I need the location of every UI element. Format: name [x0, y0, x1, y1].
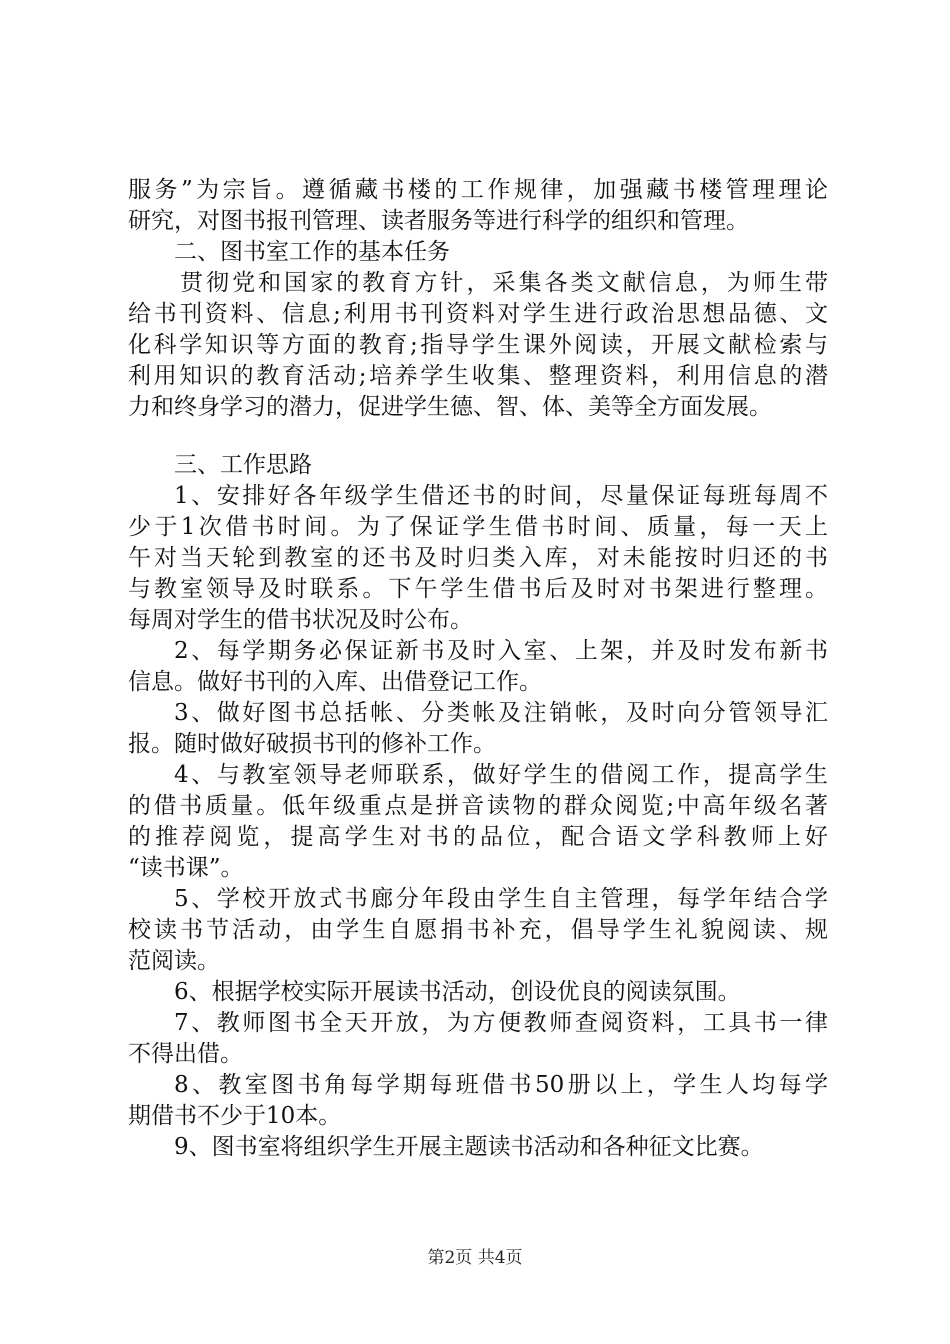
text-line: 5、学校开放式书廊分年段由学生自主管理，每学年结合学 — [174, 886, 828, 912]
paragraph-basic-tasks — [128, 268, 828, 423]
list-item-1 — [128, 481, 828, 636]
list-item-5 — [128, 884, 828, 977]
list-item-2 — [128, 636, 828, 698]
text-line: 报。随时做好破损书刊的修补工作。 — [128, 731, 496, 757]
text-line: 校读书节活动，由学生自愿捐书补充，倡导学生礼貌阅读、规 — [128, 917, 828, 943]
text-line: 8、教室图书角每学期每班借书50册以上，学生人均每学 — [174, 1072, 828, 1098]
section-heading: 二、图书室工作的基本任务 — [174, 239, 450, 265]
text-line: 6、根据学校实际开展读书活动，创设优良的阅读氛围。 — [174, 979, 741, 1005]
text-line: 与教室领导及时联系。下午学生借书后及时对书架进行整理。 — [128, 576, 828, 602]
list-item-4 — [128, 760, 828, 884]
section-heading-work-ideas — [128, 450, 828, 481]
text-line: 3、做好图书总括帐、分类帐及注销帐，及时向分管领导汇 — [174, 700, 828, 726]
section-heading: 三、工作思路 — [174, 452, 312, 478]
text-line: 服务”为宗旨。遵循藏书楼的工作规律，加强藏书楼管理理论 — [128, 177, 828, 203]
text-line: 给书刊资料、信息;利用书刊资料对学生进行政治思想品德、文 — [128, 301, 828, 327]
text-line: 的推荐阅览，提高学生对书的品位，配合语文学科教师上好 — [128, 824, 828, 850]
list-item-9 — [128, 1132, 828, 1163]
text-line: “读书课”。 — [128, 855, 244, 881]
text-line: 力和终身学习的潜力，促进学生德、智、体、美等全方面发展。 — [128, 394, 772, 420]
text-line: 利用知识的教育活动;培养学生收集、整理资料，利用信息的潜 — [128, 363, 828, 389]
list-item-3 — [128, 698, 828, 760]
list-item-8 — [128, 1070, 828, 1132]
text-line: 1、安排好各年级学生借还书的时间，尽量保证每班每周不 — [174, 483, 828, 509]
text-line: 每周对学生的借书状况及时公布。 — [128, 607, 473, 633]
text-line: 7、教师图书全天开放，为方便教师查阅资料，工具书一律 — [174, 1010, 828, 1036]
text-line: 少于1次借书时间。为了保证学生借书时间、质量，每一天上 — [128, 514, 828, 540]
text-line: 期借书不少于10本。 — [128, 1103, 342, 1129]
document-body — [128, 175, 828, 1163]
text-line: 9、图书室将组织学生开展主题读书活动和各种征文比赛。 — [174, 1134, 764, 1160]
text-line: 2、每学期务必保证新书及时入室、上架，并及时发布新书 — [174, 638, 828, 664]
text-line: 研究，对图书报刊管理、读者服务等进行科学的组织和管理。 — [128, 208, 749, 234]
list-item-7 — [128, 1008, 828, 1070]
list-item-6 — [128, 977, 828, 1008]
text-line: 范阅读。 — [128, 948, 220, 974]
section-heading-basic-tasks — [128, 237, 828, 268]
blank-line — [128, 423, 828, 450]
text-line: 4、与教室领导老师联系，做好学生的借阅工作，提高学生 — [174, 762, 828, 788]
paragraph-purpose-continued — [128, 175, 828, 237]
text-line: 贯彻党和国家的教育方针，采集各类文献信息，为师生带 — [180, 270, 828, 296]
text-line: 化科学知识等方面的教育;指导学生课外阅读，开展文献检索与 — [128, 332, 828, 358]
text-line: 信息。做好书刊的入库、出借登记工作。 — [128, 669, 542, 695]
text-line: 的借书质量。低年级重点是拼音读物的群众阅览;中高年级名著 — [128, 793, 828, 819]
text-line: 午对当天轮到教室的还书及时归类入库，对未能按时归还的书 — [128, 545, 828, 571]
page-number: 第2页 共4页 — [427, 1248, 523, 1268]
text-line: 不得出借。 — [128, 1041, 243, 1067]
